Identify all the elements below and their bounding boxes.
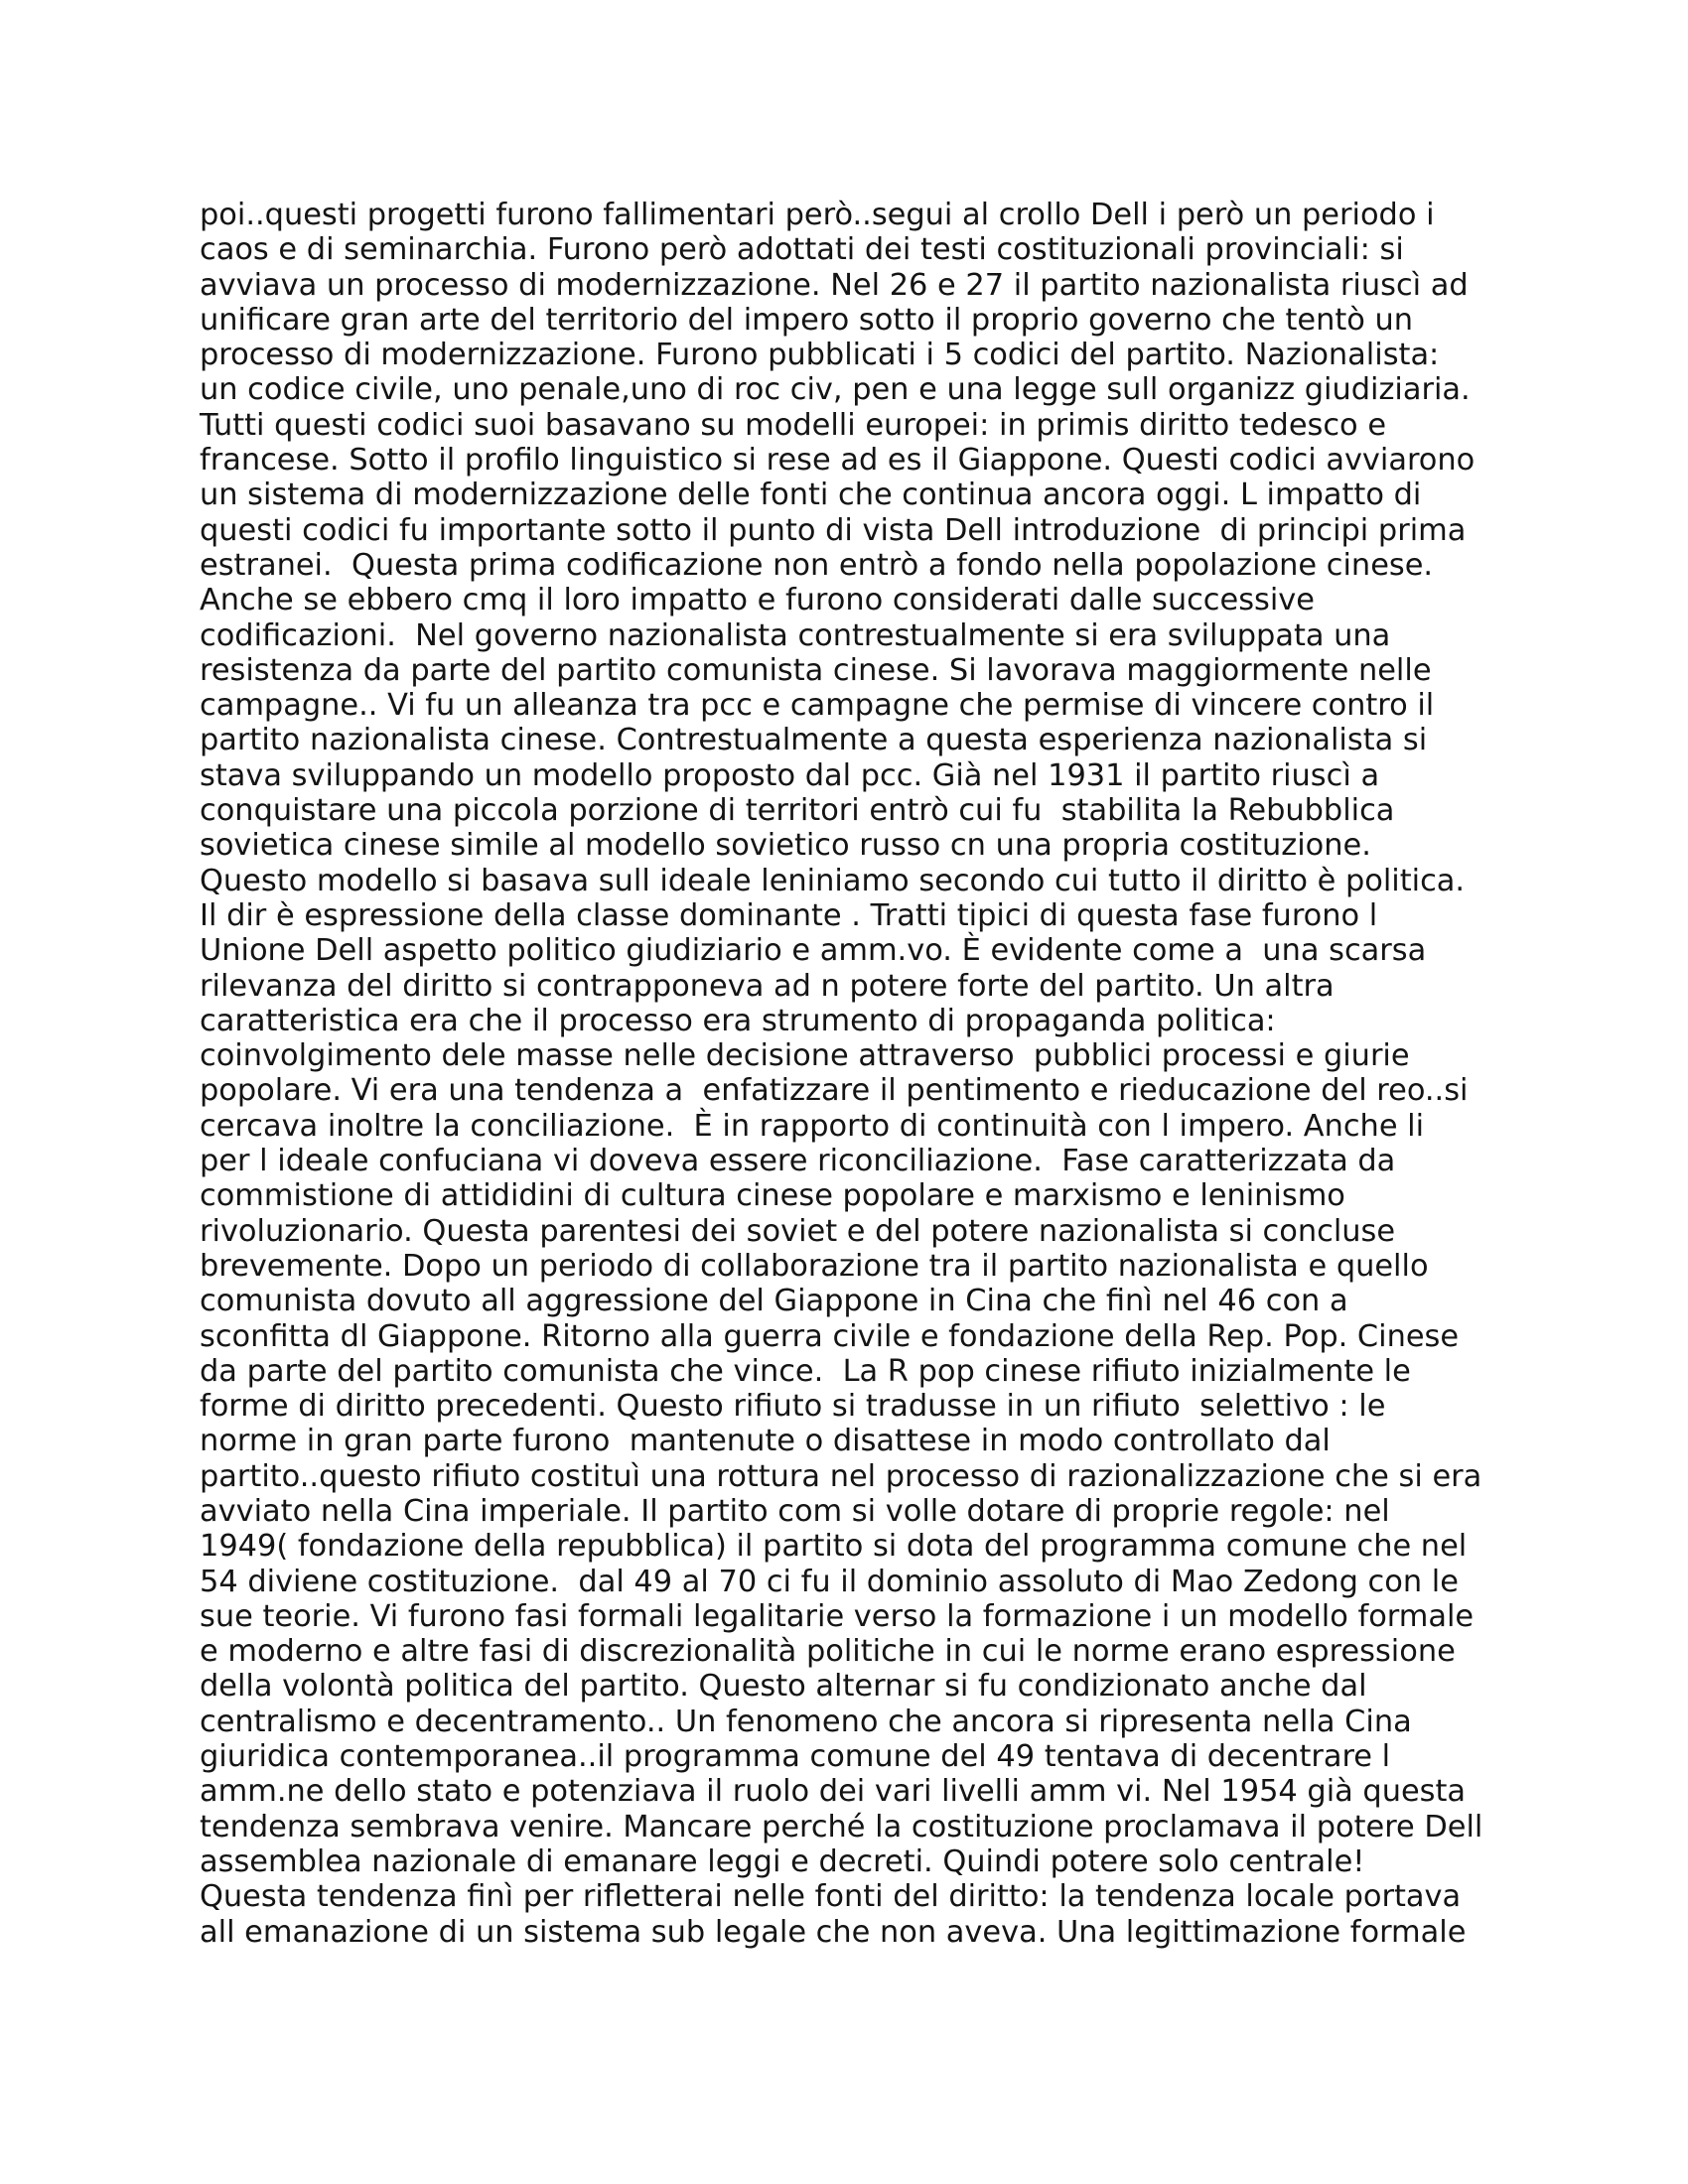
text-line: all emanazione di un sistema sub legale che non aveva. Una legittimazione formale xyxy=(200,1914,1467,1950)
text-line: un codice civile, uno penale,uno di roc civ, pen e una legge sull organizz giudiziaria. xyxy=(200,372,1471,408)
text-line: rivoluzionario. Questa parentesi dei soviet e del potere nazionalista si concluse xyxy=(200,1213,1396,1249)
text-line: della volontà politica del partito. Questo alternar si fu condizionato anche dal xyxy=(200,1669,1367,1705)
text-line: caratteristica era che il processo era strumento di propaganda politica: xyxy=(200,1003,1276,1038)
text-line: caos e di seminarchia. Furono però adottati dei testi costituzionali provinciali: si xyxy=(200,232,1404,268)
text-line: partito..questo rifiuto costituì una rottura nel processo di razionalizzazione che si era xyxy=(200,1458,1482,1494)
body-text xyxy=(200,198,1510,1950)
text-line: questi codici fu importante sotto il punto di vista Dell introduzione di principi prima xyxy=(200,512,1467,548)
text-line: brevemente. Dopo un periodo di collaborazione tra il partito nazionalista e quello xyxy=(200,1248,1429,1284)
text-line: estranei. Questa prima codificazione non entrò a fondo nella popolazione cinese. xyxy=(200,547,1434,583)
text-line: unificare gran arte del territorio del impero sotto il proprio governo che tentò un xyxy=(200,302,1414,338)
text-line: resistenza da parte del partito comunista cinese. Si lavorava maggiormente nelle xyxy=(200,652,1432,688)
text-line: Unione Dell aspetto politico giudiziario e amm.vo. È evidente come a una scarsa xyxy=(200,933,1427,969)
text-line: conquistare una piccola porzione di territori entrò cui fu stabilita la Rebubblica xyxy=(200,793,1395,829)
text-line: popolare. Vi era una tendenza a enfatizzare il pentimento e rieducazione del reo..si xyxy=(200,1073,1469,1109)
text-line: cercava inoltre la conciliazione. È in rapporto di continuità con l impero. Anche li xyxy=(200,1108,1425,1144)
text-line: tendenza sembrava venire. Mancare perché la costituzione proclamava il potere Dell xyxy=(200,1809,1483,1844)
text-line: assemblea nazionale di emanare leggi e decreti. Quindi potere solo centrale! xyxy=(200,1843,1365,1879)
text-line: rilevanza del diritto si contrapponeva ad n potere forte del partito. Un altra xyxy=(200,968,1335,1004)
text-line: stava sviluppando un modello proposto dal pcc. Già nel 1931 il partito riuscì a xyxy=(200,757,1380,793)
text-line: Questa tendenza finì per rifletterai nelle fonti del diritto: la tendenza locale portava xyxy=(200,1879,1462,1915)
text-line: forme di diritto precedenti. Questo rifiuto si tradusse in un rifiuto selettivo : le xyxy=(200,1389,1386,1425)
text-line: centralismo e decentramento.. Un fenomeno che ancora si ripresenta nella Cina xyxy=(200,1704,1412,1739)
text-line: Anche se ebbero cmq il loro impatto e furono considerati dalle successive xyxy=(200,583,1315,618)
text-line: coinvolgimento dele masse nelle decisione attraverso pubblici processi e giurie xyxy=(200,1038,1410,1074)
text-line: per l ideale confuciana vi doveva essere riconciliazione. Fase caratterizzata da xyxy=(200,1144,1396,1179)
text-line: codificazioni. Nel governo nazionalista contrestualmente si era sviluppata una xyxy=(200,617,1391,653)
text-line: 1949( fondazione della repubblica) il partito si dota del programma comune che nel xyxy=(200,1529,1468,1565)
text-line: norme in gran parte furono mantenute o disattese in modo controllato dal xyxy=(200,1424,1331,1459)
text-line: sovietica cinese simile al modello sovietico russo cn una propria costituzione. xyxy=(200,828,1371,864)
text-line: poi..questi progetti furono fallimentari però..segui al crollo Dell i però un periodo i xyxy=(200,198,1435,232)
text-line: comunista dovuto all aggressione del Giappone in Cina che finì nel 46 con a xyxy=(200,1284,1348,1319)
text-line: amm.ne dello stato e potenziava il ruolo dei vari livelli amm vi. Nel 1954 già questa xyxy=(200,1774,1467,1810)
text-line: avviato nella Cina imperiale. Il partito com si volle dotare di proprie regole: nel xyxy=(200,1493,1390,1529)
text-line: da parte del partito comunista che vince. La R pop cinese rifiuto inizialmente le xyxy=(200,1353,1411,1389)
text-line: commistione di attididini di cultura cinese popolare e marxismo e leninismo xyxy=(200,1178,1345,1214)
text-line: partito nazionalista cinese. Contrestualmente a questa esperienza nazionalista si xyxy=(200,723,1428,758)
text-line: Il dir è espressione della classe dominante . Tratti tipici di questa fase furono l xyxy=(200,897,1378,933)
text-line: campagne.. Vi fu un alleanza tra pcc e campagne che permise di vincere contro il xyxy=(200,688,1435,724)
text-line: 54 diviene costituzione. dal 49 al 70 ci fu il dominio assoluto di Mao Zedong con le xyxy=(200,1564,1459,1599)
text-line: Tutti questi codici suoi basavano su modelli europei: in primis diritto tedesco e xyxy=(200,407,1387,443)
text-line: un sistema di modernizzazione delle fonti che continua ancora oggi. L impatto di xyxy=(200,478,1422,513)
text-line: sconfitta dl Giappone. Ritorno alla guerra civile e fondazione della Rep. Pop. Cinese xyxy=(200,1318,1460,1354)
text-line: e moderno e altre fasi di discrezionalità politiche in cui le norme erano espressione xyxy=(200,1634,1456,1670)
text-line: sue teorie. Vi furono fasi formali legalitarie verso la formazione i un modello formale xyxy=(200,1598,1475,1634)
text-line: Questo modello si basava sull ideale leniniamo secondo cui tutto il diritto è politica. xyxy=(200,863,1466,898)
text-line: processo di modernizzazione. Furono pubblicati i 5 codici del partito. Nazionalista: xyxy=(200,338,1440,373)
text-line: avviava un processo di modernizzazione. Nel 26 e 27 il partito nazionalista riuscì ad xyxy=(200,267,1469,303)
text-line: giuridica contemporanea..il programma comune del 49 tentava di decentrare l xyxy=(200,1739,1391,1775)
text-line: francese. Sotto il profilo linguistico si rese ad es il Giappone. Questi codici avviarono xyxy=(200,443,1476,478)
